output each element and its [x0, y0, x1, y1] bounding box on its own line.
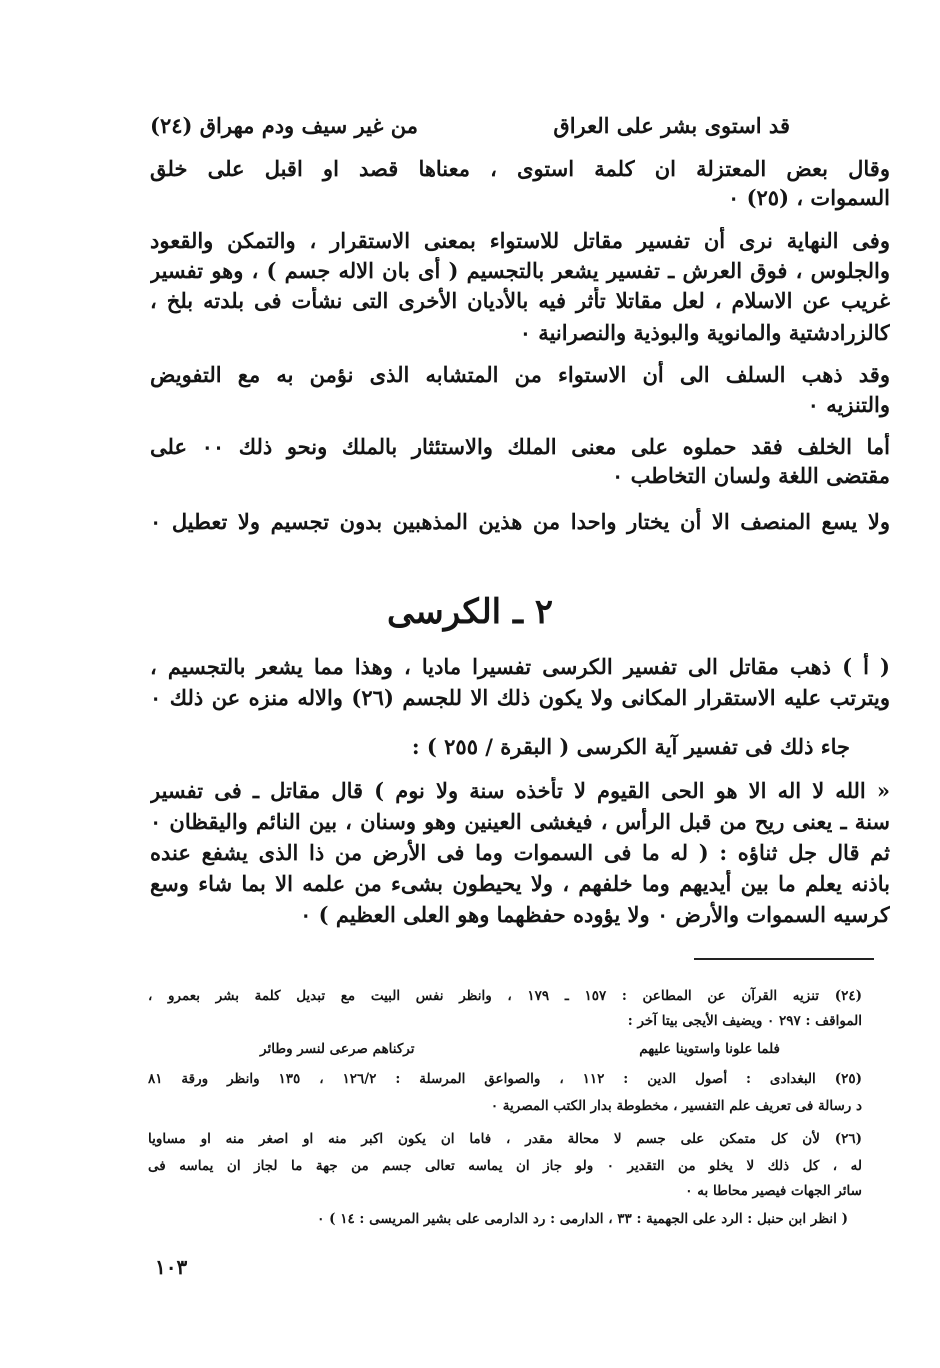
- body-line: غريب عن الاسلام ، لعل مقاتلا تأثر فيه بالأديان الأخرى التى نشأت فى بلدته بلخ ،: [150, 288, 890, 313]
- footnote-separator: [694, 958, 874, 960]
- verse-hemistich-right: قد استوى بشر على العراق: [553, 113, 790, 138]
- body-line: وقد ذهب السلف الى أن الاستواء من المتشابه الذى نؤمن به مع التفويض: [150, 362, 890, 387]
- body-line: والتنزيه ٠: [807, 392, 890, 417]
- body-line: مقتضى اللغة ولسان التخاطب ٠: [612, 463, 890, 488]
- body-line: أما الخلف فقد حملوه على معنى الملك والاستئثار بالملك ونحو ذلك ٠٠ على: [150, 434, 890, 459]
- body-line: السموات ، (٢٥) ٠: [728, 185, 890, 210]
- body-line: ولا يسع المنصف الا أن يختار واحدا من هذين المذهبين بدون تجسيم ولا تعطيل ٠: [150, 509, 890, 534]
- body-line: وفى النهاية نرى أن تفسير مقاتل للاستواء بمعنى الاستقرار ، والتمكن والقعود: [150, 228, 890, 253]
- verse-hemistich-left: من غير سيف ودم مهراق (٢٤): [150, 113, 418, 138]
- poetry-verse: [150, 112, 790, 140]
- body-line: كرسيه السموات والأرض ٠ ولا يؤوده حفظهما وهو العلى العظيم ) ٠: [300, 902, 890, 927]
- body-line: ثم قال جل ثناؤه : ( له ما فى السموات وما فى الأرض من ذا الذى يشفع عنده: [150, 840, 890, 865]
- footnote-line: (٢٥) البغدادى : أصول الدين : ١١٢ ، والصواعق المرسلة : ١٢٦/٢ ، ١٣٥ وانظر ورقة ٨١: [148, 1071, 862, 1087]
- footnote-verse-left: تركناهم صرعى لنسر وطائر: [260, 1041, 415, 1057]
- body-line: ( أ ) ذهب مقاتل الى تفسير الكرسى تفسيرا ماديا ، وهذا مما يشعر بالتجسيم ،: [150, 654, 890, 679]
- footnote-verse-right: فلما علونا واستوينا عليهم: [639, 1041, 780, 1057]
- footnote-line: (٢٦) لأن كل متمكن على جسم لا محالة مقدر ، فاما ان يكون اكبر منه او اصغر منه او مساويا: [148, 1131, 862, 1147]
- footnote-line: له ، كل ذلك لا يخلو من التقدير ٠ ولو جاز ان يماسه تعالى جسم من جهة ما لجاز ان يماسه فى: [148, 1158, 862, 1174]
- footnote-line: (٢٤) تنزيه القرآن عن المطاعن : ١٥٧ ـ ١٧٩ ، وانظر نفس البيت مع تبديل كلمة بشر بعمرو ،: [148, 988, 862, 1004]
- footnote-line: ( انظر ابن حنبل : الرد على الجهمية : ٣٣ ، الدارمى : رد الدارمى على بشير المريسى : ١٤ ) ٠: [317, 1211, 848, 1227]
- body-line: سنة ـ يعنى ريح من قبل الرأس ، فيغشى العينين وهو وسنان ، بين النائم واليقظان ٠: [150, 809, 890, 834]
- section-heading: ٢ ـ الكرسى: [386, 592, 554, 632]
- body-line: ويترتب عليه الاستقرار المكانى ولا يكون ذلك الا للجسم (٢٦) والاله منزه عن ذلك ٠: [150, 685, 890, 710]
- body-line: باذنه يعلم ما بين أيديهم وما خلفهم ، ولا يحيطون بشىء من علمه الا بما شاء وسع: [150, 871, 890, 896]
- footnote-verse: [260, 1038, 780, 1060]
- body-line: والجلوس ، فوق العرش ـ تفسير يشعر بالتجسيم ( أى بان الاله جسم ) ، وهو تفسير: [150, 258, 890, 283]
- footnote-line: سائر الجهات فيصير محاطا به ٠: [685, 1183, 862, 1199]
- body-line: جاء ذلك فى تفسير آية الكرسى ( البقرة / ٢٥٥ ) :: [411, 734, 850, 759]
- body-line: « الله لا اله الا هو الحى القيوم لا تأخذه سنة ولا نوم ) قال مقاتل ـ فى تفسير: [150, 778, 890, 803]
- footnote-line: المواقف : ٢٩٧ ٠ ويضيف الأيجى بيتا آخر :: [627, 1013, 862, 1029]
- body-line: كالزرادشتية والمانوية والبوذية والنصرانية ٠: [519, 320, 890, 345]
- body-line: وقال بعض المعتزلة ان كلمة استوى ، معناها قصد او اقبل على خلق: [150, 156, 890, 181]
- page-number: ١٠٣: [155, 1255, 188, 1279]
- footnote-line: د رسالة فى تعريف علم التفسير ، مخطوطة بدار الكتب المصرية ٠: [490, 1098, 862, 1114]
